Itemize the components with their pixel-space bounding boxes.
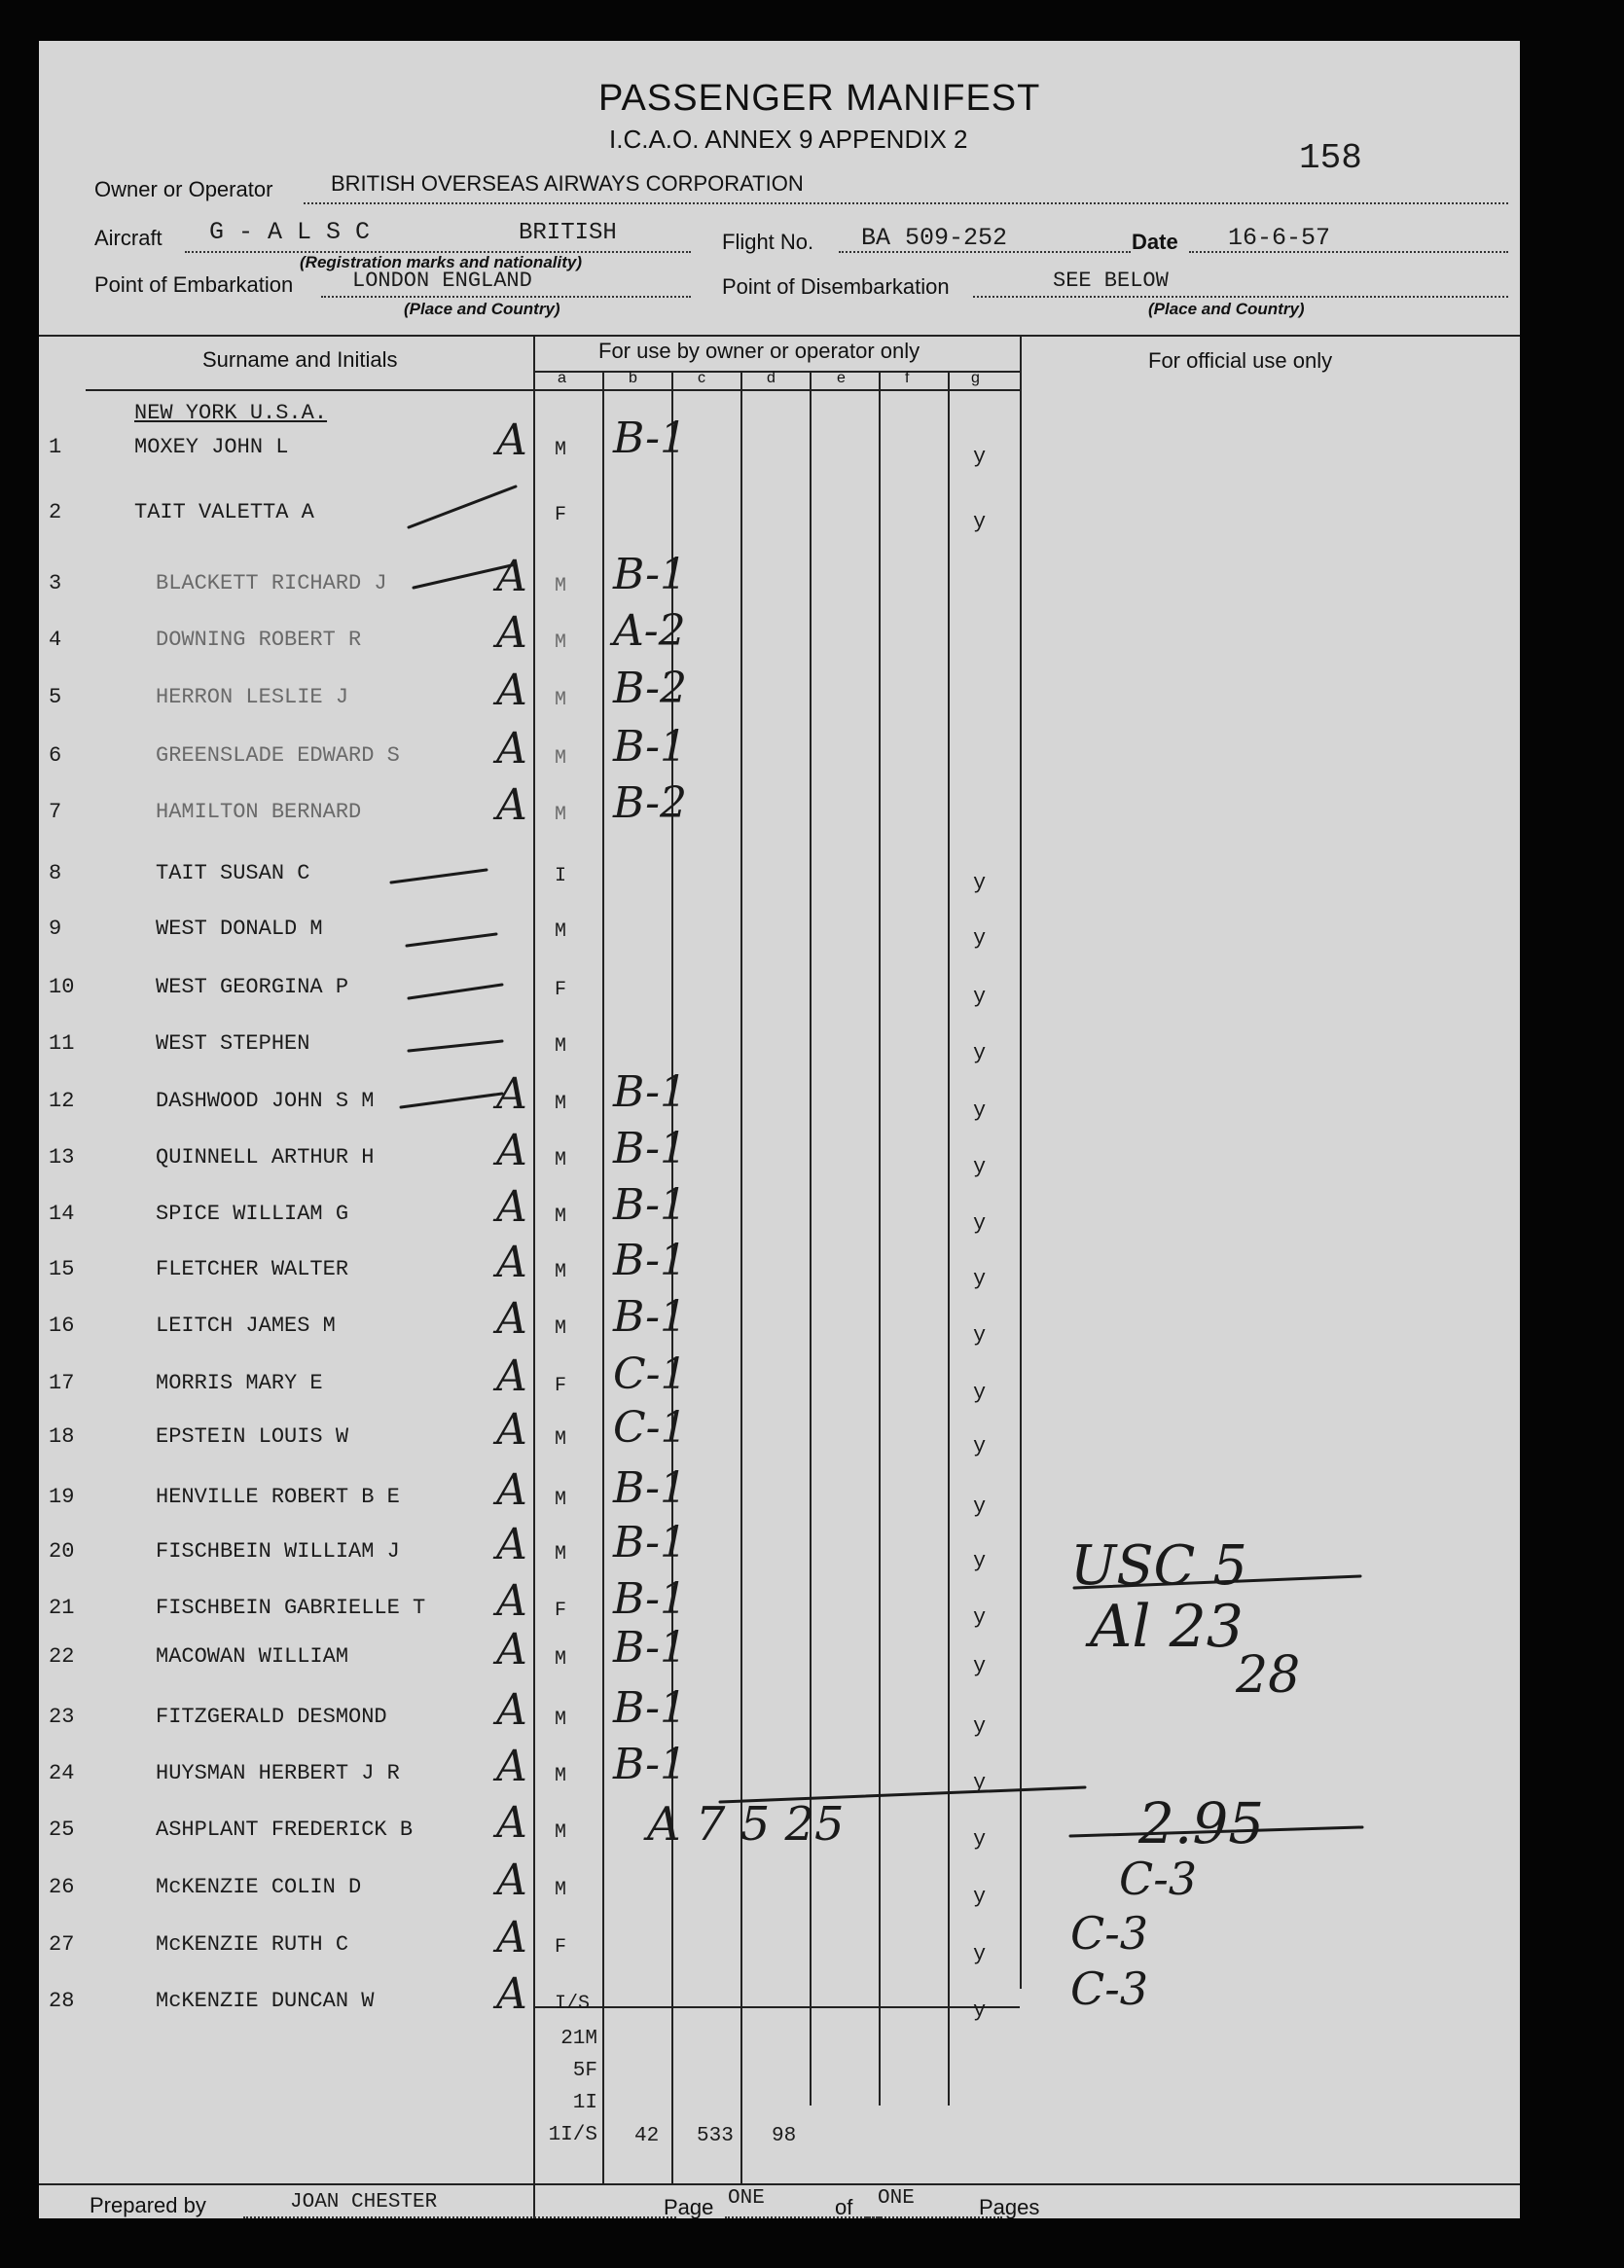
- passenger-name: SPICE WILLIAM G: [156, 1202, 349, 1226]
- official-handwritten-note: C-3: [1119, 1853, 1198, 1905]
- handwritten-seat-mark: B-1: [613, 1180, 688, 1230]
- passenger-name: EPSTEIN LOUIS W: [156, 1424, 349, 1449]
- column-a-sex-code: M: [555, 1035, 567, 1058]
- row-number: 19: [49, 1485, 75, 1509]
- column-a-sex-code: M: [555, 575, 567, 597]
- handwritten-class-mark: A: [496, 1798, 527, 1848]
- official-handwritten-note: USC 5: [1070, 1534, 1247, 1598]
- column-g-mark: y: [973, 1549, 987, 1573]
- column-header-surname: Surname and Initials: [202, 347, 398, 372]
- column-g-mark: y: [973, 510, 987, 534]
- handwritten-seat-mark: B-1: [613, 722, 688, 772]
- disembarkation-value: SEE BELOW: [1053, 269, 1169, 293]
- handwritten-class-mark: A: [496, 1576, 527, 1626]
- passenger-name: HUYSMAN HERBERT J R: [156, 1761, 400, 1785]
- passenger-name: FITZGERALD DESMOND: [156, 1705, 387, 1729]
- page-value: ONE: [728, 2187, 765, 2210]
- flight-label: Flight No.: [722, 230, 814, 254]
- column-g-mark: y: [973, 445, 987, 469]
- subcolumn-label: f: [905, 370, 910, 386]
- handwritten-class-mark: A: [496, 666, 527, 715]
- row-number: 18: [49, 1424, 75, 1449]
- handwritten-class-mark: A: [496, 1294, 527, 1344]
- subcolumn-label: d: [767, 370, 776, 386]
- passenger-name: MACOWAN WILLIAM: [156, 1644, 349, 1669]
- row-number: 12: [49, 1089, 75, 1113]
- total-a-line: 5F: [572, 2060, 597, 2082]
- official-handwritten-note: 28: [1236, 1646, 1301, 1705]
- passenger-name: WEST GEORGINA P: [156, 975, 349, 999]
- row-number: 28: [49, 1989, 75, 2013]
- column-a-sex-code: F: [555, 504, 567, 526]
- handwritten-class-mark: A: [496, 1238, 527, 1287]
- handwritten-class-mark: A: [496, 1685, 527, 1735]
- row-number: 20: [49, 1539, 75, 1564]
- column-a-sex-code: M: [555, 439, 567, 461]
- column-g-mark: y: [973, 1771, 987, 1795]
- passenger-name: TAIT SUSAN C: [156, 861, 310, 885]
- handwritten-class-mark: A: [496, 1742, 527, 1791]
- column-g-mark: y: [973, 1211, 987, 1236]
- manifest-sheet: [39, 41, 1520, 2218]
- subcolumn-label: a: [558, 370, 566, 386]
- column-a-sex-code: F: [555, 979, 567, 1001]
- handwritten-class-mark: A: [496, 724, 527, 774]
- row-number: 10: [49, 975, 75, 999]
- official-handwritten-note: Al 23: [1090, 1593, 1244, 1661]
- column-g-mark: y: [973, 1323, 987, 1348]
- handwritten-seat-mark: B-1: [613, 1623, 688, 1673]
- handwritten-class-mark: A: [496, 552, 527, 601]
- passenger-name: GREENSLADE EDWARD S: [156, 743, 400, 768]
- total-a-line: 21M: [560, 2028, 597, 2050]
- document-title: PASSENGER MANIFEST: [598, 78, 1041, 119]
- passenger-name: FLETCHER WALTER: [156, 1257, 349, 1281]
- column-a-sex-code: M: [555, 1648, 567, 1671]
- embarkation-note: (Place and Country): [404, 300, 560, 318]
- column-g-mark: y: [973, 1494, 987, 1519]
- handwritten-seat-mark: C-1: [613, 1350, 688, 1399]
- row-number: 26: [49, 1875, 75, 1899]
- aircraft-registration: G - A L S C: [209, 218, 371, 246]
- column-a-sex-code: M: [555, 1709, 567, 1731]
- column-g-mark: y: [973, 985, 987, 1009]
- column-a-sex-code: F: [555, 1936, 567, 1959]
- date-value: 16-6-57: [1228, 224, 1331, 252]
- handwritten-class-mark: A: [496, 608, 527, 658]
- embarkation-label: Point of Embarkation: [94, 272, 294, 297]
- handwritten-seat-mark: B-1: [613, 414, 688, 463]
- aircraft-nationality: BRITISH: [519, 220, 617, 246]
- destination-heading: NEW YORK U.S.A.: [134, 401, 328, 425]
- column-a-sex-code: M: [555, 689, 567, 711]
- passenger-name: ASHPLANT FREDERICK B: [156, 1818, 414, 1842]
- handwritten-strokes: [39, 41, 1520, 2218]
- column-a-sex-code: M: [555, 631, 567, 654]
- column-header-operator: For use by owner or operator only: [598, 339, 920, 363]
- column-a-sex-code: M: [555, 1489, 567, 1511]
- pages-label: Pages: [979, 2195, 1040, 2219]
- handwritten-class-mark: A: [496, 780, 527, 830]
- column-a-sex-code: F: [555, 1600, 567, 1622]
- passenger-name: LEITCH JAMES M: [156, 1314, 336, 1338]
- row-number: 27: [49, 1932, 75, 1957]
- column-a-sex-code: M: [555, 1149, 567, 1171]
- column-a-sex-code: M: [555, 1543, 567, 1566]
- subcolumn-label: b: [629, 370, 637, 386]
- column-g-mark: y: [973, 1942, 987, 1966]
- column-g-mark: y: [973, 1434, 987, 1458]
- handwritten-seat-mark: B-1: [613, 1292, 688, 1342]
- page-stamp-number: 158: [1299, 138, 1362, 178]
- column-a-sex-code: M: [555, 1765, 567, 1787]
- handwritten-class-mark: A: [496, 1913, 527, 1962]
- passenger-name: McKENZIE COLIN D: [156, 1875, 362, 1899]
- handwritten-class-mark: A: [496, 1855, 527, 1905]
- flight-number: BA 509-252: [861, 224, 1008, 252]
- column-a-sex-code: M: [555, 1206, 567, 1228]
- column-header-official: For official use only: [1148, 348, 1333, 373]
- handwritten-class-mark: A: [496, 415, 527, 465]
- row25-handwritten-codes: A 7 5 25: [647, 1797, 845, 1852]
- handwritten-seat-mark: B-1: [613, 1124, 688, 1173]
- handwritten-seat-mark: B-1: [613, 1574, 688, 1624]
- handwritten-class-mark: A: [496, 1520, 527, 1569]
- passenger-name: DASHWOOD JOHN S M: [156, 1089, 375, 1113]
- prepared-by-label: Prepared by: [90, 2193, 206, 2217]
- handwritten-seat-mark: B-1: [613, 1067, 688, 1117]
- aircraft-label: Aircraft: [94, 226, 162, 250]
- passenger-name: BLACKETT RICHARD J: [156, 571, 387, 595]
- subcolumn-label: c: [698, 370, 705, 386]
- passenger-name: QUINNELL ARTHUR H: [156, 1145, 375, 1170]
- document-subtitle: I.C.A.O. ANNEX 9 APPENDIX 2: [609, 125, 968, 154]
- passenger-name: DOWNING ROBERT R: [156, 628, 362, 652]
- date-label: Date: [1132, 230, 1178, 254]
- passenger-name: WEST STEPHEN: [156, 1031, 310, 1056]
- handwritten-class-mark: A: [496, 1126, 527, 1175]
- row-number: 6: [49, 743, 62, 768]
- row-number: 22: [49, 1644, 75, 1669]
- of-value: ONE: [878, 2187, 915, 2210]
- aircraft-note: (Registration marks and nationality): [300, 253, 582, 271]
- column-a-sex-code: M: [555, 804, 567, 826]
- total-b: 42: [634, 2125, 660, 2147]
- column-a-sex-code: F: [555, 1375, 567, 1397]
- total-d: 98: [772, 2125, 797, 2147]
- of-label: of: [835, 2195, 853, 2219]
- column-a-sex-code: I: [555, 865, 567, 887]
- prepared-by-value: JOAN CHESTER: [290, 2191, 438, 2214]
- handwritten-seat-mark: B-1: [613, 1236, 688, 1285]
- disembarkation-note: (Place and Country): [1148, 300, 1305, 318]
- passenger-name: MOXEY JOHN L: [134, 435, 289, 459]
- official-handwritten-note: C-3: [1070, 1962, 1149, 2015]
- handwritten-seat-mark: B-2: [613, 778, 688, 828]
- passenger-name: WEST DONALD M: [156, 917, 323, 941]
- row-number: 25: [49, 1818, 75, 1842]
- column-g-mark: y: [973, 1098, 987, 1123]
- subcolumn-label: g: [971, 370, 980, 386]
- column-g-mark: y: [973, 1827, 987, 1852]
- row-number: 8: [49, 861, 62, 885]
- row-number: 15: [49, 1257, 75, 1281]
- passenger-name: HENVILLE ROBERT B E: [156, 1485, 400, 1509]
- row-number: 11: [49, 1031, 75, 1056]
- column-g-mark: y: [973, 1041, 987, 1065]
- handwritten-seat-mark: A-2: [613, 606, 686, 656]
- passenger-name: FISCHBEIN WILLIAM J: [156, 1539, 400, 1564]
- passenger-name: HAMILTON BERNARD: [156, 800, 362, 824]
- column-g-mark: y: [973, 1381, 987, 1405]
- row-number: 17: [49, 1371, 75, 1395]
- official-handwritten-note: C-3: [1070, 1907, 1149, 1960]
- total-c: 533: [697, 2125, 734, 2147]
- subcolumn-label: e: [837, 370, 846, 386]
- row-number: 21: [49, 1596, 75, 1620]
- handwritten-class-mark: A: [496, 1465, 527, 1515]
- total-a-line: 1I/S: [548, 2124, 597, 2146]
- column-a-sex-code: M: [555, 920, 567, 943]
- column-a-sex-code: M: [555, 1093, 567, 1115]
- column-g-mark: y: [973, 871, 987, 895]
- column-g-mark: y: [973, 1605, 987, 1630]
- column-g-mark: y: [973, 1654, 987, 1678]
- column-g-mark: y: [973, 1998, 987, 2023]
- column-a-sex-code: M: [555, 1261, 567, 1283]
- passenger-name: MORRIS MARY E: [156, 1371, 323, 1395]
- column-g-mark: y: [973, 1155, 987, 1179]
- page-label: Page: [664, 2195, 714, 2219]
- embarkation-value: LONDON ENGLAND: [352, 269, 532, 293]
- handwritten-seat-mark: B-1: [613, 550, 688, 599]
- passenger-name: HERRON LESLIE J: [156, 685, 349, 709]
- row-number: 23: [49, 1705, 75, 1729]
- handwritten-class-mark: A: [496, 1625, 527, 1674]
- row-number: 3: [49, 571, 62, 595]
- column-g-mark: y: [973, 1267, 987, 1291]
- owner-value: BRITISH OVERSEAS AIRWAYS CORPORATION: [331, 171, 804, 196]
- column-g-mark: y: [973, 926, 987, 951]
- passenger-name: TAIT VALETTA A: [134, 500, 314, 524]
- row-number: 24: [49, 1761, 75, 1785]
- handwritten-class-mark: A: [496, 1182, 527, 1232]
- disembarkation-label: Point of Disembarkation: [722, 274, 950, 299]
- row-number: 9: [49, 917, 62, 941]
- handwritten-seat-mark: B-1: [613, 1518, 688, 1567]
- column-a-sex-code: I/S: [555, 1993, 591, 2015]
- row-number: 7: [49, 800, 62, 824]
- handwritten-seat-mark: B-2: [613, 664, 688, 713]
- row-number: 2: [49, 500, 62, 524]
- handwritten-seat-mark: B-1: [613, 1463, 688, 1513]
- row-number: 16: [49, 1314, 75, 1338]
- passenger-name: McKENZIE DUNCAN W: [156, 1989, 375, 2013]
- row-number: 14: [49, 1202, 75, 1226]
- column-a-sex-code: M: [555, 1317, 567, 1340]
- passenger-name: McKENZIE RUTH C: [156, 1932, 349, 1957]
- column-g-mark: y: [973, 1885, 987, 1909]
- handwritten-class-mark: A: [496, 1351, 527, 1401]
- handwritten-class-mark: A: [496, 1069, 527, 1119]
- column-a-sex-code: M: [555, 747, 567, 770]
- passenger-name: FISCHBEIN GABRIELLE T: [156, 1596, 426, 1620]
- column-a-sex-code: M: [555, 1428, 567, 1451]
- handwritten-class-mark: A: [496, 1405, 527, 1455]
- handwritten-seat-mark: C-1: [613, 1403, 688, 1453]
- owner-label: Owner or Operator: [94, 177, 273, 201]
- column-a-sex-code: M: [555, 1879, 567, 1901]
- official-handwritten-note: 2.95: [1138, 1790, 1265, 1856]
- handwritten-seat-mark: B-1: [613, 1740, 688, 1789]
- handwritten-seat-mark: B-1: [613, 1683, 688, 1733]
- total-a-line: 1I: [572, 2092, 597, 2114]
- handwritten-class-mark: A: [496, 1969, 527, 2019]
- row-number: 4: [49, 628, 62, 652]
- row-number: 13: [49, 1145, 75, 1170]
- column-a-sex-code: M: [555, 1821, 567, 1844]
- column-g-mark: y: [973, 1714, 987, 1739]
- row-number: 5: [49, 685, 62, 709]
- row-number: 1: [49, 435, 62, 459]
